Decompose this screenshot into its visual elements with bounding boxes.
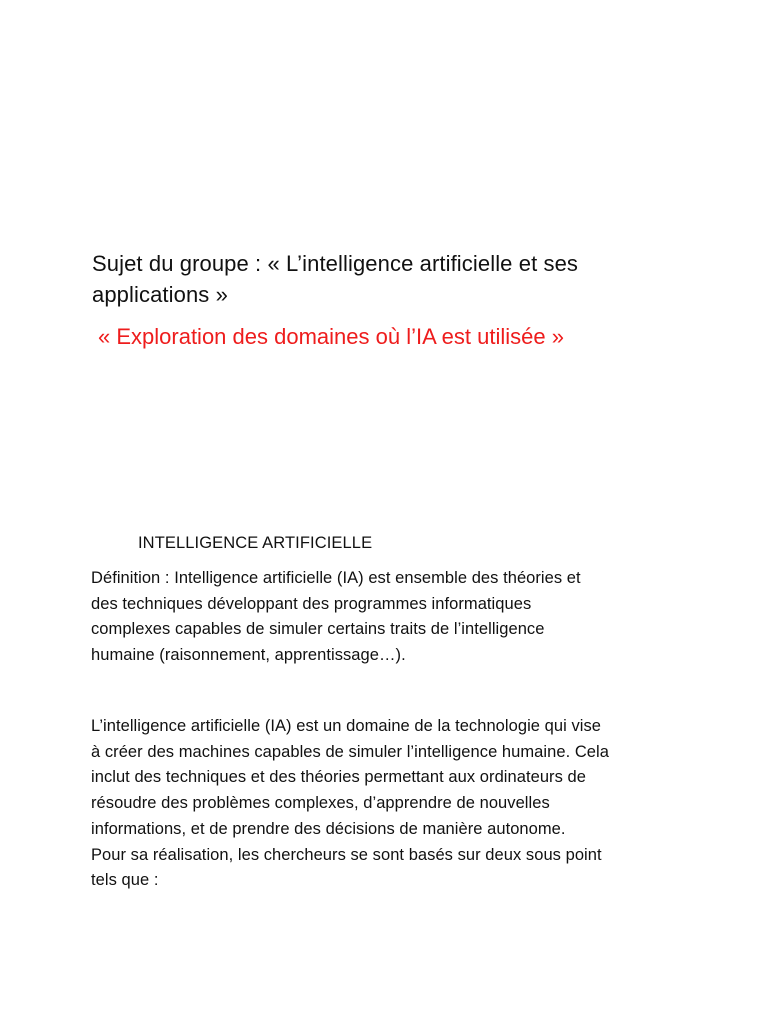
- subject-line-2: applications »: [92, 282, 228, 307]
- definition-line: Définition : Intelligence artificielle (IA) est ensemble des théories et: [91, 569, 581, 587]
- section-heading: INTELLIGENCE ARTIFICIELLE: [138, 534, 373, 552]
- body-line: à créer des machines capables de simuler l’intelligence humaine. Cela: [91, 742, 609, 761]
- body-paragraph: [91, 714, 691, 894]
- definition-paragraph: [91, 566, 691, 669]
- body-line: L’intelligence artificielle (IA) est un domaine de la technologie qui vise: [91, 717, 601, 735]
- definition-line: complexes capables de simuler certains traits de l’intelligence: [91, 620, 545, 639]
- body-line: inclut des techniques et des théories permettant aux ordinateurs de: [91, 768, 586, 787]
- definition-line: des techniques développant des programmes informatiques: [91, 594, 532, 613]
- body-line: résoudre des problèmes complexes, d’apprendre de nouvelles: [91, 794, 550, 813]
- body-line: informations, et de prendre des décisions de manière autonome.: [91, 819, 566, 838]
- body-line: Pour sa réalisation, les chercheurs se sont basés sur deux sous point: [91, 845, 602, 864]
- group-subject-title: [92, 248, 652, 310]
- body-line: tels que :: [91, 871, 159, 890]
- subject-line-1: Sujet du groupe : « L’intelligence artificielle et ses: [92, 251, 579, 276]
- definition-line: humaine (raisonnement, apprentissage…).: [91, 646, 406, 665]
- exploration-subtitle: « Exploration des domaines où l’IA est utilisée »: [98, 324, 564, 349]
